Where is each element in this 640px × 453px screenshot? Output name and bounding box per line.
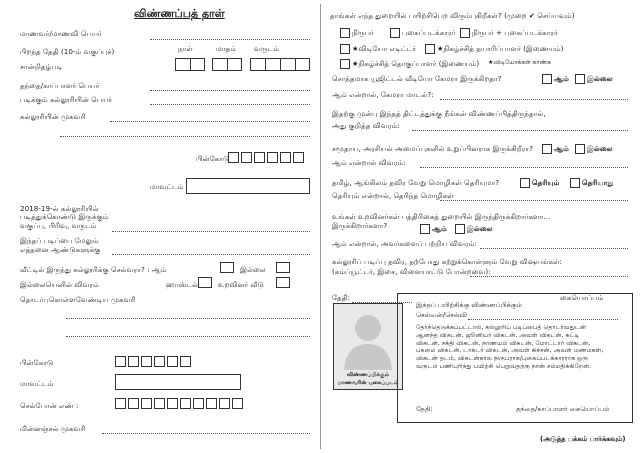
course-label-2: எத்தனை ஆண்டுகளுக்கு xyxy=(20,245,101,254)
panel-heading-2: செல்வன்/செல்வி xyxy=(416,311,467,319)
checkbox-icon xyxy=(390,28,400,38)
dob-sub-label: சான்றிதழ்படி xyxy=(20,62,63,71)
social-no[interactable] xyxy=(575,144,613,154)
option-program-host[interactable] xyxy=(340,59,479,69)
column-divider xyxy=(320,4,321,449)
field-question: தாங்கள் எந்த துறையில் பயிற்சிபெற விரும்புகிறீகள்? (முறை ✔ செய்யவும்) xyxy=(330,11,575,20)
date-year-label: வருடம் xyxy=(254,44,280,53)
relatives-question: உங்கள் உறவினர்கள் பத்திரிகைத் துறையில் இருந்திருக்கிறார்களா... xyxy=(332,212,551,221)
person-silhouette-icon xyxy=(334,304,402,374)
camera-question: சொந்தமாக யூஜிட்டல் வீடியோ கேமரா இருக்கிறதா? xyxy=(332,74,502,83)
option-video-editor-label: ★விடியோ எடிட்டர் xyxy=(352,44,417,53)
hostel-label: ஹாஸ்டல் xyxy=(166,280,198,289)
cell-number-cells[interactable] xyxy=(115,398,245,409)
pincode-cells[interactable] xyxy=(228,152,306,163)
contact-address-label: தொடர்புகொள்ளவேண்டிய முகவரி xyxy=(20,295,136,304)
hostel-box[interactable] xyxy=(198,277,212,288)
dob-year-cells[interactable] xyxy=(250,58,310,71)
checkbox-icon xyxy=(455,224,465,234)
email-field[interactable] xyxy=(102,433,310,434)
relatives-detail-field[interactable] xyxy=(480,248,628,249)
panel-signature-label: தந்தை/காப்பாளர் கையொப்பம் xyxy=(516,405,610,413)
option-program-producer-label: ★நிகழ்ச்சித் தயாரிப்பாளர் (இணையம்) xyxy=(437,44,564,53)
guardian-name-label: தந்தை/காப்பாளர் பெயர் xyxy=(20,81,100,90)
photo-caption-2: மாணவரின் புகைப்படம் xyxy=(337,380,399,386)
relatives-yes[interactable] xyxy=(420,224,447,234)
social-detail-field[interactable] xyxy=(420,167,628,168)
college-name-field[interactable] xyxy=(150,104,310,105)
checkbox-icon xyxy=(520,178,530,188)
applied-detail-field[interactable] xyxy=(412,130,628,131)
relative-house-box[interactable] xyxy=(276,277,290,288)
checkbox-icon xyxy=(570,178,580,188)
camera-model-label: ஆம் என்றால், கேமரா மாடல்?: xyxy=(332,90,434,99)
pincode2-label: பின்கோடு xyxy=(20,358,54,367)
option-videos-note: ★விடியோக்கள் காண்க xyxy=(488,59,551,66)
checkbox-icon xyxy=(542,144,552,154)
contact-address-line-1[interactable] xyxy=(66,318,310,319)
known-languages-label: தெரியும் என்றால், தெரிந்த மொழிகள் xyxy=(332,191,454,200)
other-skills-question-2: (கம்ப்யூட்டர், இசை, விளையாட்டு போன்றவை): xyxy=(332,267,491,276)
camera-yes[interactable] xyxy=(542,74,569,84)
travel-no-box[interactable] xyxy=(276,262,290,273)
other-skills-field[interactable] xyxy=(470,276,628,277)
panel-body-line: வருடம் பணிபுரிந்து பயிற்சி பெறுவதற்கு நான் சம்மதிக்கிறேன். xyxy=(416,362,592,370)
if-no-label: இல்லையெனில் விவரம் xyxy=(20,280,99,289)
college-address-line-1[interactable] xyxy=(110,121,310,122)
panel-date-label: தேதி: xyxy=(416,405,433,413)
applied-question: இதற்கு முன்பு இந்தத் திட்டத்துக்கு நீங்கள் விண்ணப்பித்திருந்தால், xyxy=(332,109,546,118)
language-know-label: தெரியும் xyxy=(532,178,560,187)
district2-field[interactable] xyxy=(115,374,241,390)
travel-question: வீட்டில் இருந்து கல்லூரிக்கு செல்வரா? : ஆம் xyxy=(20,265,167,274)
district-field[interactable] xyxy=(186,178,310,194)
panel-body-line: விகடன், சக்தி விகடன், நாணயம் விகடன், மோட்டார் விகடன், xyxy=(416,339,591,347)
camera-yes-label: ஆம் xyxy=(554,74,569,83)
date-label: தேதி: xyxy=(332,293,351,302)
student-name-label: மாணவர்/மாணவி பெயர் xyxy=(20,29,102,38)
panel-body-line: விகடன் தடம், விகடன்கால நிருபராக/புகைப்படக்காரராக ஒரு xyxy=(416,355,589,362)
date-day-label: நாள் xyxy=(178,44,193,53)
relatives-no[interactable] xyxy=(455,224,493,234)
dob-label: பிறந்த தேதி (10-ம் வகுப்புச்) xyxy=(20,47,115,56)
relatives-detail-label: ஆம் என்றால், அவர்களைப் பற்றிய விவரம்: xyxy=(332,239,477,248)
panel-heading: இந்தப் பயிற்சிக்கு விண்ணப்பிக்கும் xyxy=(416,301,522,309)
pincode-label: பின்கோடு xyxy=(196,154,230,163)
camera-model-field[interactable] xyxy=(440,99,628,100)
panel-body-line: தேர்ந்தெடுக்கப்பட்டால், கல்லூரிப் படிப்பைத் தொடர்வதுடன் xyxy=(416,324,586,331)
email-label: மின்னஞ்சல் முகவரி xyxy=(20,424,86,433)
social-yes-label: ஆம் xyxy=(554,144,569,153)
district2-label: மாவட்டம் xyxy=(20,379,54,388)
known-languages-field[interactable] xyxy=(440,200,628,201)
checkbox-icon xyxy=(425,44,435,54)
checkbox-icon xyxy=(542,74,552,84)
checkbox-icon xyxy=(420,224,430,234)
photo-caption-1: விண்ணப்பிக்கும் xyxy=(346,372,390,378)
language-dont-know-label: தெரியாது xyxy=(582,178,614,187)
checkbox-icon xyxy=(460,28,470,38)
option-reporter-photographer-label: நிருபர் + புகைப்படக்காரர் xyxy=(472,28,558,37)
college-name-label: படிக்கும் கல்லூரியின் பெயர் xyxy=(20,95,113,104)
student-name-field[interactable] xyxy=(150,39,310,40)
college-address-label: கல்லூரியின் முகவரி xyxy=(20,112,86,121)
relatives-no-label: இல்லை xyxy=(467,224,493,233)
district-label: மாவட்டம் xyxy=(150,182,184,191)
checkbox-icon xyxy=(340,59,350,69)
applied-question-2: அது குறித்த விவரம்: xyxy=(332,121,400,130)
photo-placeholder[interactable] xyxy=(333,303,403,390)
option-video-editor[interactable] xyxy=(340,44,416,54)
option-reporter[interactable] xyxy=(340,28,374,38)
form-title: விண்ணப்பத் தாள் xyxy=(134,7,225,20)
camera-no-label: இல்லை xyxy=(587,74,613,83)
option-photographer[interactable] xyxy=(390,28,456,38)
consent-panel xyxy=(397,293,633,423)
dob-month-cells[interactable] xyxy=(212,58,242,71)
panel-body-line: பசுமை விகடன், டாக்டர் விகடன், அவள் கிச்சன், அவள் மணமகள், xyxy=(416,347,604,355)
social-question: சமூதாய, அரசியல் அமைப்புகளில் உறுப்பினராக இருக்கிறீரா? xyxy=(332,144,533,153)
social-yes[interactable] xyxy=(542,144,569,154)
panel-body-line: ஆனந்த விகடன், ஜூனியர் விகடன், அவள் விகடன், சுட்டி xyxy=(416,331,580,339)
course-field[interactable] xyxy=(112,254,310,255)
travel-no-label: இல்லை xyxy=(240,265,266,274)
option-program-producer[interactable] xyxy=(425,44,564,54)
relatives-question-2: இருக்கிறார்களா? xyxy=(332,221,388,230)
language-question: தமிழ், ஆங்கிலம் தவிர வேறு மொழிகள் தெரியுமா? xyxy=(332,178,500,187)
pincode2-cells[interactable] xyxy=(115,356,193,367)
date-month-label: மாதம் xyxy=(216,44,237,53)
panel-name-field[interactable] xyxy=(468,319,618,320)
panel-body xyxy=(416,324,603,371)
option-reporter-label: நிருபர் xyxy=(352,28,374,37)
next-page-note: (அடுத்த பக்கம் பார்க்கவும்) xyxy=(540,435,626,443)
contact-address-line-2[interactable] xyxy=(66,336,310,337)
social-no-label: இல்லை xyxy=(587,144,613,153)
guardian-name-field[interactable] xyxy=(150,90,310,91)
checkbox-icon xyxy=(575,74,585,84)
option-photographer-label: புகைப்படக்காரர் xyxy=(402,28,456,37)
relatives-yes-label: ஆம் xyxy=(432,224,447,233)
option-reporter-photographer[interactable] xyxy=(460,28,558,38)
checkbox-icon xyxy=(340,44,350,54)
social-detail-label: ஆம் என்றால் விவரம்: xyxy=(332,158,406,167)
option-program-host-label: ★நிகழ்ச்சித் தொகுப்பாளர் (இணையம்) xyxy=(352,59,480,68)
checkbox-icon xyxy=(575,144,585,154)
signature-label: கையொப்பம் xyxy=(560,293,604,302)
cell-label: செல்போன் எண் : xyxy=(20,401,79,410)
course-label-1: இந்தப் படிப்பை மேலும் xyxy=(20,236,99,245)
relative-house-label: உறவினர் வீடு xyxy=(218,280,264,289)
year-label-2: படித்துக்கொண்டு இருக்கும் xyxy=(20,212,109,221)
college-address-line-2[interactable] xyxy=(60,136,310,137)
language-dont-know[interactable] xyxy=(570,178,614,188)
language-know[interactable] xyxy=(520,178,559,188)
dob-day-cells[interactable] xyxy=(175,58,205,71)
other-skills-question: கல்லூரிப் படிப்பு தவிர, தற்போது கற்றுக்கொள்ளும் வேறு விஷயங்கள்: xyxy=(332,257,562,266)
travel-yes-box[interactable] xyxy=(220,262,234,273)
camera-no[interactable] xyxy=(575,74,613,84)
year-field[interactable] xyxy=(112,231,310,232)
year-label-3: வகுப்பு, பிரிவு, வருடம் xyxy=(20,221,97,230)
checkbox-icon xyxy=(340,28,350,38)
year-label-1: 2018-19-ல் கல்லூரியில் xyxy=(20,204,99,213)
